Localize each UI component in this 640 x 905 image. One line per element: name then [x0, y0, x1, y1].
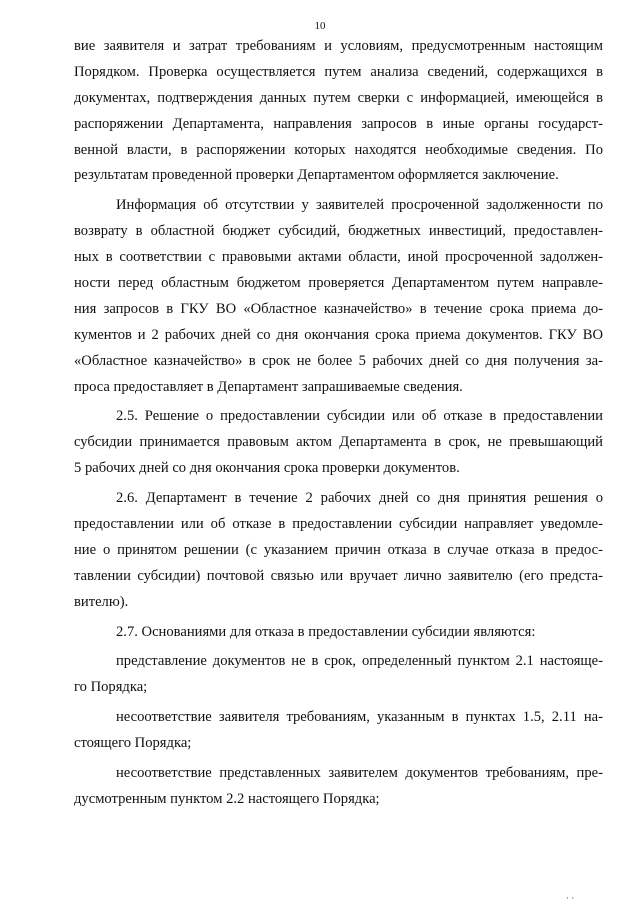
text-line: го Порядка;: [74, 679, 148, 696]
text-line: ние о принятом решении (с указанием причин отказа в случае отказа в предос-: [74, 541, 603, 558]
text-line: ности перед областным бюджетом проверяется Департаментом путем направле-: [74, 275, 603, 292]
scan-corner-marks: · ·: [566, 893, 575, 903]
text-line: венной власти, в распоряжении которых находятся необходимые сведения. По: [74, 141, 603, 158]
text-line: кументов и 2 рабочих дней со дня окончания срока приема документов. ГКУ ВО: [74, 326, 603, 343]
text-line: ния запросов в ГКУ ВО «Областное казначейство» в течение срока приема до-: [74, 300, 603, 317]
text-line: несоответствие заявителя требованиям, указанным в пунктах 1.5, 2.11 на-: [116, 709, 603, 726]
text-line: распоряжении Департамента, направления запросов в иные органы государст-: [74, 115, 603, 132]
text-line: вителю).: [74, 593, 129, 610]
paragraph-p5: [74, 620, 603, 646]
text-line: «Областное казначейство» в срок не более 5 рабочих дней со дня получения за-: [74, 352, 603, 369]
paragraph-p8: [74, 761, 603, 813]
text-line: ных в соответствии с правовыми актами области, иной просроченной задолжен-: [74, 249, 603, 266]
text-line: возврату в областной бюджет субсидий, бюджетных инвестиций, предоставлен-: [74, 223, 603, 240]
text-line: дусмотренным пунктом 2.2 настоящего Порядка;: [74, 790, 380, 807]
paragraph-p7: [74, 705, 603, 757]
page-number: 10: [314, 20, 326, 32]
text-line: результатам проведенной проверки Департаментом оформляется заключение.: [74, 167, 559, 184]
text-line: 2.5. Решение о предоставлении субсидии или об отказе в предоставлении: [116, 408, 603, 425]
text-line: 2.6. Департамент в течение 2 рабочих дней со дня принятия решения о: [116, 490, 603, 507]
text-line: стоящего Порядка;: [74, 735, 192, 752]
text-line: субсидии принимается правовым актом Департамента в срок, не превышающий: [74, 434, 603, 451]
paragraph-p1: [74, 34, 603, 189]
text-line: проса предоставляет в Департамент запрашиваемые сведения.: [74, 378, 463, 395]
text-line: Информация об отсутствии у заявителей просроченной задолженности по: [116, 197, 603, 214]
paragraph-p2: [74, 193, 603, 400]
text-line: 5 рабочих дней со дня окончания срока проверки документов.: [74, 460, 460, 477]
document-body: [74, 34, 603, 813]
text-line: предоставлении или об отказе в предоставлении субсидии направляет уведомле-: [74, 516, 603, 533]
text-line: несоответствие представленных заявителем документов требованиям, пре-: [116, 765, 603, 782]
text-line: Порядком. Проверка осуществляется путем анализа сведений, содержащихся в: [74, 63, 603, 80]
text-line: документах, подтверждения данных путем сверки с информацией, имеющейся в: [74, 89, 603, 106]
text-line: тавлении субсидии) почтовой связью или вручает лично заявителю (его предста-: [74, 567, 603, 584]
text-line: представление документов не в срок, определенный пунктом 2.1 настояще-: [116, 653, 603, 670]
text-line: вие заявителя и затрат требованиям и условиям, предусмотренным настоящим: [74, 38, 603, 54]
paragraph-p4: [74, 486, 603, 615]
paragraph-p3: [74, 404, 603, 482]
text-line: 2.7. Основаниями для отказа в предоставлении субсидии являются:: [116, 623, 536, 640]
paragraph-p6: [74, 649, 603, 701]
